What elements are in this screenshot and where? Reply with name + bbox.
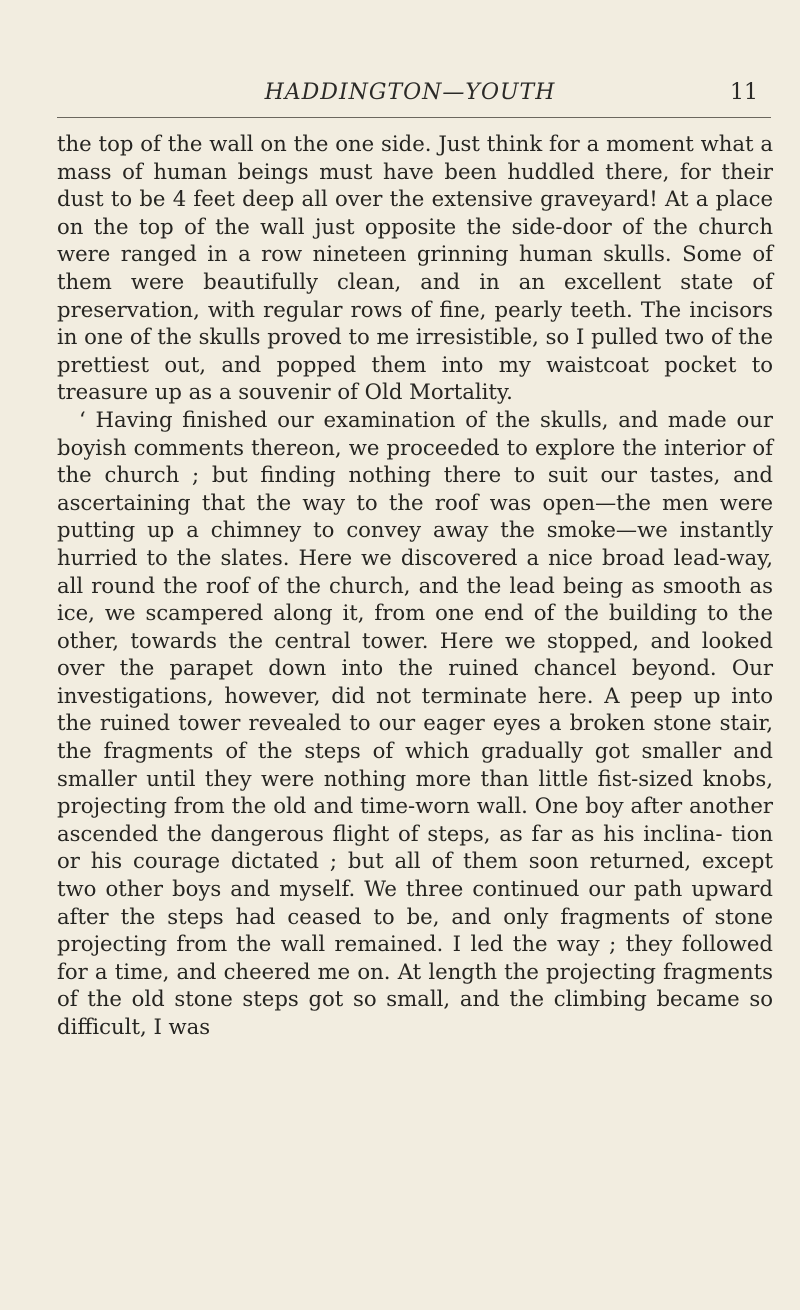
running-title: HADDINGTON—YOUTH	[264, 80, 556, 105]
body-text	[57, 130, 773, 1041]
header-rule	[57, 117, 771, 118]
paragraph: the top of the wall on the one side. Just think for a moment what a mass of human beings must have been huddled there, for their dust to be 4 feet deep all over the extensive graveyard! At a place on the top of the wall just opposite the side-door of the church were ranged in a row nineteen grinning human skulls. Some of them were beautifully clean, and in an excellent state of preservation, with regular rows of fine, pearly teeth. The incisors in one of the skulls proved to me irresistible, so I pulled two of the prettiest out, and popped them into my waistcoat pocket to treasure up as a souvenir of Old Mortality.	[57, 131, 773, 405]
page-number: 11	[730, 80, 758, 105]
paragraph: ‘ Having finished our examination of the skulls, and made our boyish comments thereon, we proceeded to explore the interior of the church ; but finding nothing there to suit our tastes, and ascertaining that the way to the roof was open—the men were putting up a chimney to convey away the smoke—we instantly hurried to the slates. Here we discovered a nice broad lead-way, all round the roof of the church, and the lead being as smooth as ice, we scampered along it, from one end of the building to the other, towards the central tower. Here we stopped, and looked over the parapet down into the ruined chancel beyond. Our investigations, however, did not terminate here. A peep up into the ruined tower revealed to our eager eyes a broken stone stair, the fragments of the steps of which gradually got smaller and smaller until they were nothing more than little fist-sized knobs, projecting from the old and time-worn wall. One boy after another ascended the dangerous flight of steps, as far as his inclina- tion or his courage dictated ; but all of them soon returned, except two other boys and myself. We three continued our path upward after the steps had ceased to be, and only fragments of stone projecting from the wall remained. I led the way ; they followed for a time, and cheered me on. At length the projecting fragments of the old stone steps got so small, and the climbing became so difficult, I was	[57, 406, 773, 1039]
page-header	[50, 80, 770, 110]
